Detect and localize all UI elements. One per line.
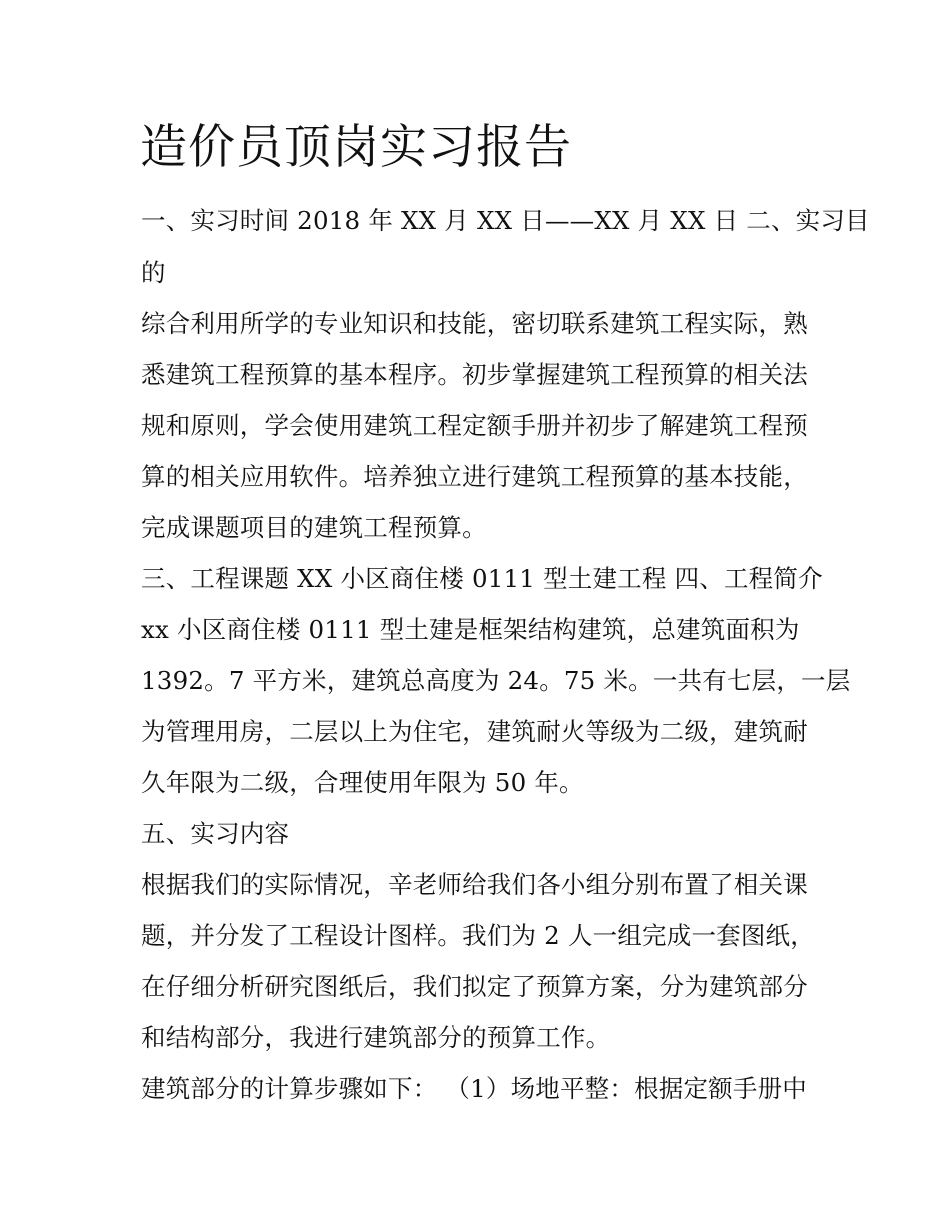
text-line: 1392。7 平方米，建筑总高度为 24。75 米。一共有七层，一层 <box>141 666 851 695</box>
text-line: 建筑部分的计算步骤如下： （1）场地平整：根据定额手册中 <box>141 1074 807 1103</box>
text-line: xx 小区商住楼 0111 型土建是框架结构建筑，总建筑面积为 <box>141 615 800 644</box>
text-line: 久年限为二级，合理使用年限为 50 年。 <box>141 768 584 797</box>
text-line: 题，并分发了工程设计图样。我们为 2 人一组完成一套图纸， <box>141 921 815 950</box>
section-heading: 五、实习内容 <box>141 819 290 848</box>
text-line: 规和原则，学会使用建筑工程定额手册并初步了解建筑工程预 <box>141 411 808 440</box>
text-line: 三、工程课题 XX 小区商住楼 0111 型土建工程 四、工程简介 <box>141 564 823 593</box>
text-line: 完成课题项目的建筑工程预算。 <box>141 513 487 542</box>
document-title: 造价员顶岗实习报告 <box>140 120 572 175</box>
text-line: 综合利用所学的专业知识和技能，密切联系建筑工程实际，熟 <box>141 309 808 338</box>
text-line: 和结构部分，我进行建筑部分的预算工作。 <box>141 1023 611 1052</box>
text-line: 的 <box>141 258 166 287</box>
text-line: 悉建筑工程预算的基本程序。初步掌握建筑工程预算的相关法 <box>141 360 808 389</box>
text-line: 根据我们的实际情况，辛老师给我们各小组分别布置了相关课 <box>141 870 808 899</box>
text-line: 为管理用房，二层以上为住宅，建筑耐火等级为二级，建筑耐 <box>141 717 808 746</box>
text-line: 在仔细分析研究图纸后，我们拟定了预算方案，分为建筑部分 <box>141 972 808 1001</box>
text-line: 一、实习时间 2018 年 XX 月 XX 日——XX 月 XX 日 二、实习目 <box>141 206 870 235</box>
text-line: 算的相关应用软件。培养独立进行建筑工程预算的基本技能， <box>141 462 808 491</box>
